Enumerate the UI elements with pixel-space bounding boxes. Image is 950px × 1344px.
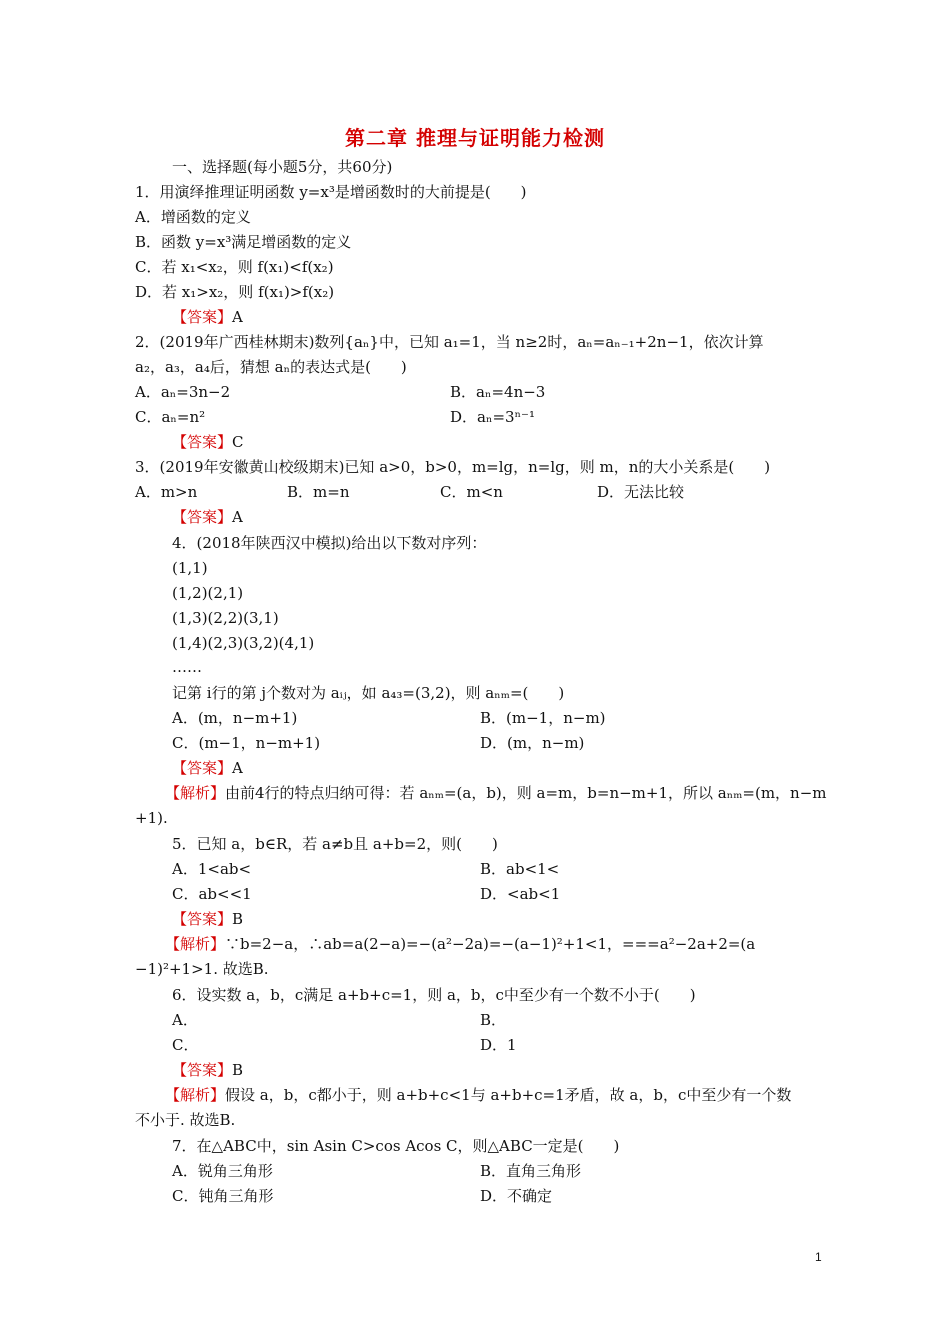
- q4-row-4: (1,4)(2,3)(3,2)(4,1): [172, 634, 315, 652]
- q4-option-b: B．(m−1，n−m): [480, 709, 606, 727]
- q1-stem: 1．用演绎推理证明函数 y=x³是增函数时的大前提是( ): [135, 183, 527, 201]
- q5-analysis-line1: [165, 933, 755, 955]
- page-number: 1: [815, 1250, 822, 1264]
- answer-tag: 【答案】: [172, 1061, 233, 1079]
- analysis-tag: 【解析】: [165, 935, 226, 953]
- answer-value: A: [232, 508, 243, 526]
- answer-value: B: [232, 1061, 244, 1079]
- q6-option-d: D．1: [480, 1036, 517, 1054]
- q5-analysis-line2: −1)²+1>1. 故选B.: [135, 960, 269, 978]
- q7-option-d: D．不确定: [480, 1187, 553, 1205]
- q5-option-d: D．<ab<1: [480, 885, 561, 903]
- answer-tag: 【答案】: [172, 308, 233, 326]
- q5-answer: [172, 908, 243, 930]
- q4-analysis-line2: +1).: [135, 809, 168, 827]
- q4-row-3: (1,3)(2,2)(3,1): [172, 609, 279, 627]
- q5-option-c: C．ab<<1: [172, 885, 252, 903]
- q6-analysis-line1: [165, 1084, 791, 1106]
- q7-option-c: C．钝角三角形: [172, 1187, 274, 1205]
- q4-row-2: (1,2)(2,1): [172, 584, 244, 602]
- q4-stem-2: 记第 i行的第 j个数对为 aᵢⱼ，如 a₄₃=(3,2)，则 aₙₘ=( ): [172, 684, 565, 702]
- q2-option-a: A．aₙ=3n−2: [135, 383, 231, 401]
- answer-value: B: [232, 910, 244, 928]
- q3-stem: 3．(2019年安徽黄山校级期末)已知 a>0，b>0，m=lg，n=lg，则 m，n的大小关系是( ): [135, 458, 771, 476]
- q4-option-d: D．(m，n−m): [480, 734, 585, 752]
- q3-option-c: C．m<n: [440, 483, 503, 501]
- q2-option-d: D．aₙ=3ⁿ⁻¹: [450, 408, 535, 426]
- section-heading: 一、选择题(每小题5分，共60分): [172, 158, 393, 176]
- analysis-text: 假设 a，b，c都小于，则 a+b+c<1与 a+b+c=1矛盾，故 a，b，c中至少有一个数: [225, 1086, 792, 1104]
- q5-option-a: A．1<ab<: [172, 860, 252, 878]
- q4-option-a: A．(m，n−m+1): [172, 709, 298, 727]
- q1-option-c: C．若 x₁<x₂，则 f(x₁)<f(x₂): [135, 258, 334, 276]
- q7-option-b: B．直角三角形: [480, 1162, 582, 1180]
- answer-value: A: [232, 759, 243, 777]
- q4-analysis-line1: [165, 782, 827, 804]
- q6-option-a: A．: [172, 1011, 198, 1029]
- q5-option-b: B．ab<1<: [480, 860, 560, 878]
- q7-option-a: A．锐角三角形: [172, 1162, 273, 1180]
- q2-answer: [172, 431, 244, 453]
- q4-option-c: C．(m−1，n−m+1): [172, 734, 321, 752]
- q4-row-1: (1,1): [172, 559, 208, 577]
- q2-stem-line2: a₂，a₃，a₄后，猜想 aₙ的表达式是( ): [135, 358, 407, 376]
- q2-stem-line1: 2．(2019年广西桂林期末)数列{aₙ}中，已知 a₁=1，当 n≥2时，aₙ=aₙ₋₁+2n−1，依次计算: [135, 333, 764, 351]
- q3-option-a: A．m>n: [135, 483, 198, 501]
- q3-answer: [172, 506, 243, 528]
- q6-stem: 6．设实数 a，b，c满足 a+b+c=1，则 a，b，c中至少有一个数不小于( ): [172, 986, 696, 1004]
- q1-answer: [172, 306, 243, 328]
- answer-tag: 【答案】: [172, 759, 233, 777]
- answer-tag: 【答案】: [172, 508, 233, 526]
- q6-analysis-line2: 不小于. 故选B.: [135, 1111, 236, 1129]
- q5-stem: 5．已知 a，b∈R，若 a≠b且 a+b=2，则( ): [172, 835, 498, 853]
- q6-answer: [172, 1059, 243, 1081]
- q1-option-a: A．增函数的定义: [135, 208, 251, 226]
- q7-stem: 7．在△ABC中，sin Asin C>cos Acos C，则△ABC一定是( ): [172, 1137, 620, 1155]
- analysis-tag: 【解析】: [165, 784, 226, 802]
- q2-option-c: C．aₙ=n²: [135, 408, 206, 426]
- q3-option-d: D．无法比较: [597, 483, 685, 501]
- q2-option-b: B．aₙ=4n−3: [450, 383, 546, 401]
- q1-option-b: B．函数 y=x³满足增函数的定义: [135, 233, 352, 251]
- q3-option-b: B．m=n: [287, 483, 350, 501]
- answer-tag: 【答案】: [172, 910, 233, 928]
- q4-ellipsis: ……: [172, 658, 202, 676]
- q4-stem: 4．(2018年陕西汉中模拟)给出以下数对序列：: [172, 534, 487, 552]
- answer-value: A: [232, 308, 243, 326]
- answer-value: C: [232, 433, 244, 451]
- q6-option-b: B．: [480, 1011, 507, 1029]
- q6-option-c: C．: [172, 1036, 199, 1054]
- q4-answer: [172, 757, 243, 779]
- answer-tag: 【答案】: [172, 433, 233, 451]
- analysis-text: ∵b=2−a，∴ab=a(2−a)=−(a²−2a)=−(a−1)²+1<1，===a²−2a+2=(a: [225, 935, 756, 953]
- analysis-tag: 【解析】: [165, 1086, 226, 1104]
- analysis-text: 由前4行的特点归纳可得：若 aₙₘ=(a，b)，则 a=m，b=n−m+1，所以 aₙₘ=(m，n−m: [225, 784, 827, 802]
- q1-option-d: D．若 x₁>x₂，则 f(x₁)>f(x₂): [135, 283, 335, 301]
- page-title: 第二章 推理与证明能力检测: [345, 126, 605, 150]
